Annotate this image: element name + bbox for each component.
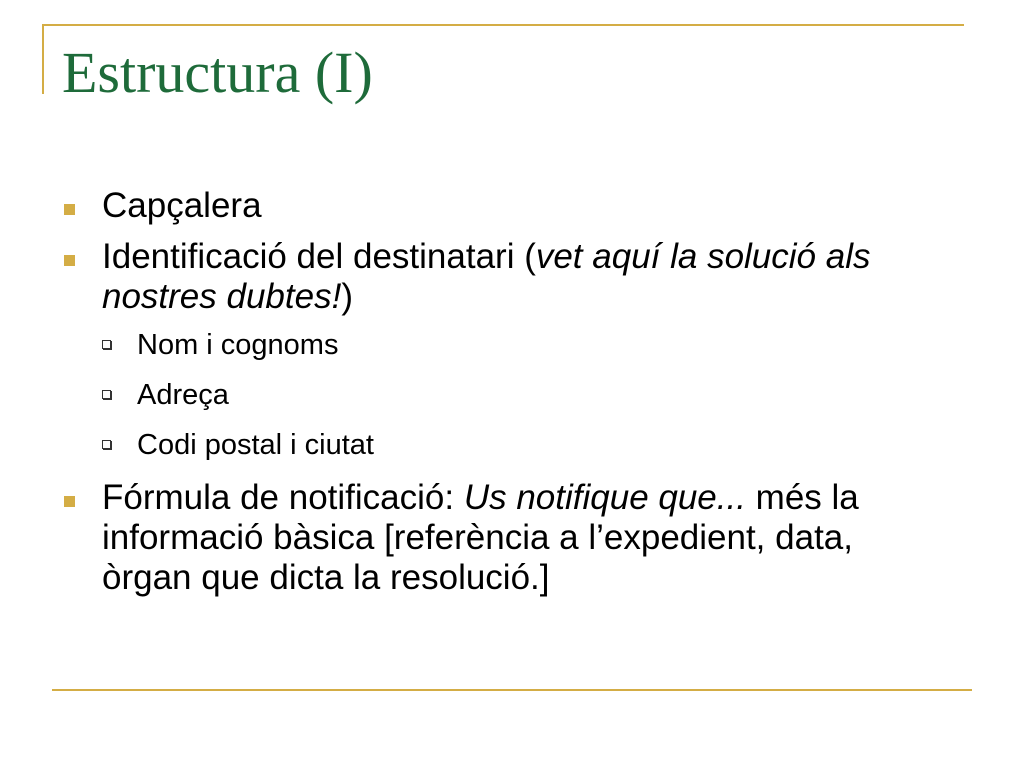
bullet-text: Identificació del destinatari ( <box>102 237 536 276</box>
slide-title: Estructura (I) <box>62 40 373 105</box>
bullet-text: ) <box>341 277 353 316</box>
sub-bullet-item <box>62 428 922 462</box>
square-bullet-icon <box>64 496 75 507</box>
sub-bullet-item <box>62 328 922 362</box>
sub-bullet-item <box>62 378 922 412</box>
bullet-item-formula <box>62 478 922 598</box>
bullet-text-italic: Us notifique que... <box>463 478 746 517</box>
sub-bullet-text: Codi postal i ciutat <box>137 429 374 461</box>
sub-bullet-text: Nom i cognoms <box>137 329 339 361</box>
square-bullet-icon <box>64 255 75 266</box>
top-rule <box>42 24 964 26</box>
bullet-item-capcalera <box>62 186 922 226</box>
hollow-square-bullet-icon <box>102 340 111 349</box>
square-bullet-icon <box>64 204 75 215</box>
bullet-text: Fórmula de notificació: <box>102 478 464 517</box>
sub-bullet-list <box>62 328 922 462</box>
bullet-text: més la informació bàsica [referència a l’expedient, data, òrgan que dicta la resolució.] <box>102 478 859 597</box>
bullet-text: Capçalera <box>102 186 262 225</box>
left-rule <box>42 24 44 94</box>
bullet-list <box>62 186 922 609</box>
bullet-text-italic: vet aquí la solució als nostres dubtes! <box>102 237 871 316</box>
bullet-item-identificacio <box>62 237 922 317</box>
bottom-rule <box>52 689 972 691</box>
hollow-square-bullet-icon <box>102 440 111 449</box>
sub-bullet-text: Adreça <box>137 379 229 411</box>
hollow-square-bullet-icon <box>102 390 111 399</box>
